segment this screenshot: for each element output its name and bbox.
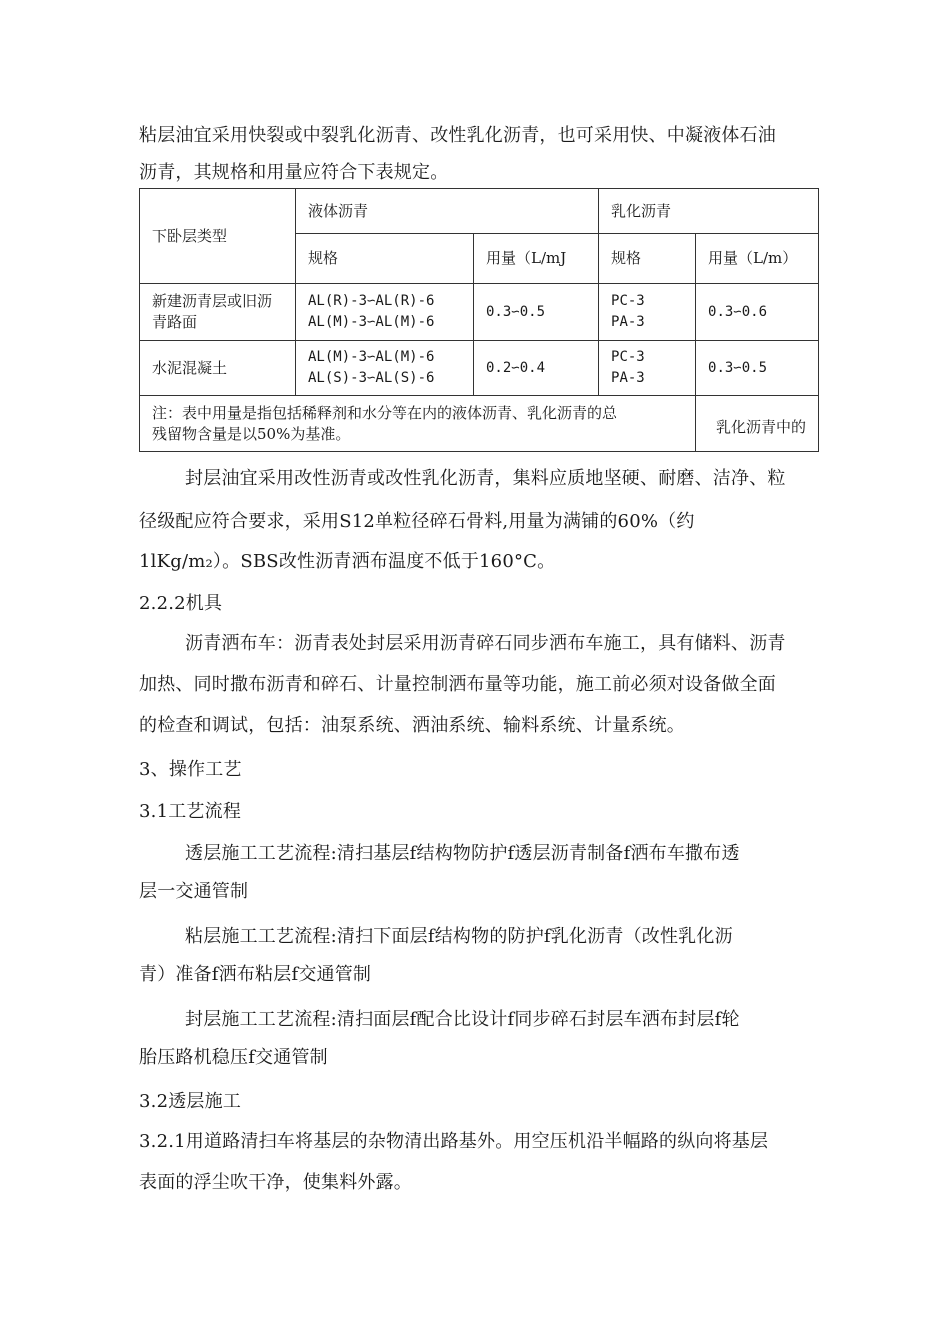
table-row bbox=[140, 341, 819, 396]
cell-emulsion-spec bbox=[599, 341, 696, 396]
paragraph-line: 1lKg/m₂）。SBS改性沥青洒布温度不低于160°C。 bbox=[139, 551, 556, 572]
cell-liquid-amount: 0.2∽0.4 bbox=[474, 341, 599, 396]
paragraph-line: 表面的浮尘吹干净，使集料外露。 bbox=[139, 1172, 412, 1193]
cell-emulsion-amount: 0.3∽0.6 bbox=[696, 284, 819, 341]
spec-value: AL(S)-3∽AL(S)-6 bbox=[308, 370, 435, 386]
section-heading: 3.1工艺流程 bbox=[139, 801, 242, 822]
note-line: 注：表中用量是指包括稀释剂和水分等在内的液体沥青、乳化沥青的总 bbox=[152, 403, 618, 422]
header-emulsified-asphalt: 乳化沥青 bbox=[599, 189, 819, 234]
spec-value: PC-3 bbox=[611, 349, 645, 365]
section-heading: 2.2.2机具 bbox=[139, 593, 223, 614]
spec-value: PA-3 bbox=[611, 370, 645, 386]
header-emulsion-spec: 规格 bbox=[599, 234, 696, 284]
cell-liquid-amount: 0.3∽0.5 bbox=[474, 284, 599, 341]
header-liquid-asphalt: 液体沥青 bbox=[296, 189, 599, 234]
note-line: 残留物含量是以50%为基准。 bbox=[152, 424, 351, 443]
table-row bbox=[140, 284, 819, 341]
paragraph-line: 封层油宜采用改性沥青或改性乳化沥青，集料应质地坚硬、耐磨、洁净、粒 bbox=[185, 468, 786, 489]
paragraph-line: 的检查和调试，包括：油泵系统、洒油系统、输料系统、计量系统。 bbox=[139, 715, 685, 736]
cell-emulsion-amount: 0.3∽0.5 bbox=[696, 341, 819, 396]
paragraph-line: 加热、同时撒布沥青和碎石、计量控制洒布量等功能，施工前必须对设备做全面 bbox=[139, 674, 776, 695]
table-note-row bbox=[140, 396, 819, 452]
spec-value: AL(R)-3∽AL(R)-6 bbox=[308, 293, 435, 309]
paragraph-line: 3.2.1用道路清扫车将基层的杂物清出路基外。用空压机沿半幅路的纵向将基层 bbox=[139, 1131, 769, 1152]
paragraph-line: 青）准备f洒布粘层f交通管制 bbox=[139, 964, 372, 985]
spec-value: AL(M)-3∽AL(M)-6 bbox=[308, 349, 435, 365]
paragraph-line: 沥青洒布车：沥青表处封层采用沥青碎石同步洒布车施工，具有储料、沥青 bbox=[185, 633, 786, 654]
cell-liquid-spec bbox=[296, 284, 474, 341]
paragraph-line: 胎压路机稳压f交通管制 bbox=[139, 1047, 328, 1068]
header-liquid-amount: 用量（L/mJ bbox=[474, 234, 599, 284]
cell-liquid-spec bbox=[296, 341, 474, 396]
asphalt-spec-table bbox=[139, 188, 819, 452]
paragraph-line: 封层施工工艺流程:清扫面层f配合比设计f同步碎石封层车洒布封层f轮 bbox=[185, 1009, 740, 1030]
section-heading: 3、操作工艺 bbox=[139, 759, 242, 780]
paragraph-line: 粘层施工工艺流程:清扫下面层f结构物的防护f乳化沥青（改性乳化沥 bbox=[185, 926, 733, 947]
paragraph-line: 径级配应符合要求，采用S12单粒径碎石骨料,用量为满铺的60%（约 bbox=[139, 511, 695, 532]
cell-layer-type: 新建沥青层或旧沥青路面 bbox=[140, 284, 296, 341]
header-liquid-spec: 规格 bbox=[296, 234, 474, 284]
paragraph-line: 粘层油宜采用快裂或中裂乳化沥青、改性乳化沥青，也可采用快、中凝液体石油 bbox=[139, 125, 776, 146]
cell-layer-type: 水泥混凝土 bbox=[140, 341, 296, 396]
spec-value: AL(M)-3∽AL(M)-6 bbox=[308, 314, 435, 330]
header-underlying-layer-type: 下卧层类型 bbox=[140, 189, 296, 284]
paragraph-line: 沥青，其规格和用量应符合下表规定。 bbox=[139, 162, 449, 183]
cell-emulsion-spec bbox=[599, 284, 696, 341]
paragraph-line: 透层施工工艺流程:清扫基层f结构物防护f透层沥青制备f洒布车撒布透 bbox=[185, 843, 740, 864]
section-heading: 3.2透层施工 bbox=[139, 1091, 242, 1112]
header-emulsion-amount: 用量（L/m） bbox=[696, 234, 819, 284]
spec-value: PA-3 bbox=[611, 314, 645, 330]
table-note bbox=[140, 396, 696, 452]
spec-value: PC-3 bbox=[611, 293, 645, 309]
table-note-continuation: 乳化沥青中的 bbox=[696, 396, 819, 452]
paragraph-line: 层一交通管制 bbox=[139, 881, 249, 902]
